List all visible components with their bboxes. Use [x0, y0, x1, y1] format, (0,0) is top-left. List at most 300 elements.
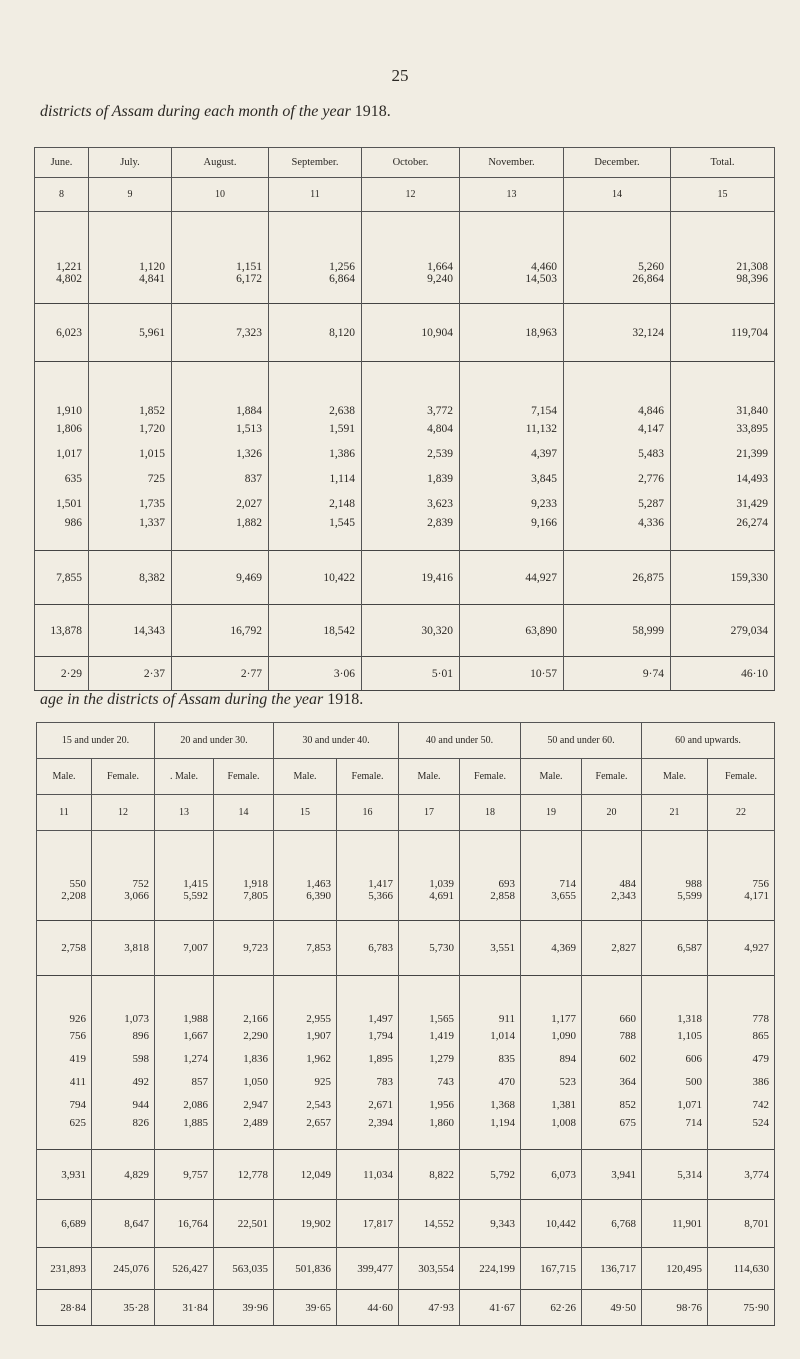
cell: 625: [37, 1117, 92, 1150]
cell: 1,194: [460, 1117, 521, 1150]
cell: 9,469: [172, 551, 269, 605]
table2-title-text: age in the districts of Assam during the year: [40, 691, 324, 708]
cell: 1,463: [274, 831, 337, 890]
cell: 2,543: [274, 1094, 337, 1117]
age-group-header-row: [37, 723, 775, 759]
page-number: 25: [391, 66, 409, 85]
cell: 2,827: [582, 921, 642, 976]
cell: 1,860: [399, 1117, 460, 1150]
cell: 3,845: [460, 467, 564, 492]
total-row: [35, 551, 775, 605]
cell: 470: [460, 1071, 521, 1094]
cell: 4,927: [708, 921, 775, 976]
cell: 4,846: [564, 362, 671, 417]
cell: 7,853: [274, 921, 337, 976]
cell: 675: [582, 1117, 642, 1150]
col-header: November.: [460, 148, 564, 178]
cell: 9,166: [460, 517, 564, 551]
cell: 2,539: [362, 442, 460, 467]
cell: 6,390: [274, 890, 337, 921]
cell: 1,014: [460, 1025, 521, 1048]
cell: 925: [274, 1071, 337, 1094]
cell: 756: [37, 1025, 92, 1048]
cell: 5,961: [89, 304, 172, 362]
cell: 1,105: [642, 1025, 708, 1048]
cell: 5,792: [460, 1150, 521, 1200]
cell: 39·65: [274, 1290, 337, 1326]
cell: 14,552: [399, 1200, 460, 1248]
cell: 1,256: [269, 212, 362, 273]
table-row: [35, 517, 775, 551]
cell: 501,836: [274, 1248, 337, 1290]
ratio-row: [35, 657, 775, 691]
total-row: [37, 921, 775, 976]
cell: 1,120: [89, 212, 172, 273]
col-number: 14: [214, 795, 274, 831]
cell: 756: [708, 831, 775, 890]
cell: 743: [399, 1071, 460, 1094]
col-number: 21: [642, 795, 708, 831]
cell: 2,839: [362, 517, 460, 551]
cell: 4,369: [521, 921, 582, 976]
cell: 31·84: [155, 1290, 214, 1326]
sub-header: Male.: [521, 759, 582, 795]
cell: 523: [521, 1071, 582, 1094]
cell: 10,422: [269, 551, 362, 605]
cell: 1,882: [172, 517, 269, 551]
col-header: July.: [89, 148, 172, 178]
cell: 8,382: [89, 551, 172, 605]
cell: 231,893: [37, 1248, 92, 1290]
cell: 12,049: [274, 1150, 337, 1200]
cell: 1,910: [35, 362, 89, 417]
cell: 1,015: [89, 442, 172, 467]
cell: 4,829: [92, 1150, 155, 1200]
cell: 6,783: [337, 921, 399, 976]
cell: 788: [582, 1025, 642, 1048]
cell: 3,941: [582, 1150, 642, 1200]
cell: 98,396: [671, 273, 775, 304]
cell: 11,901: [642, 1200, 708, 1248]
cell: 28·84: [37, 1290, 92, 1326]
col-number: 16: [337, 795, 399, 831]
cell: 1,318: [642, 976, 708, 1025]
cell: 1,417: [337, 831, 399, 890]
cell: 2,776: [564, 467, 671, 492]
column-number-row: [37, 795, 775, 831]
cell: 224,199: [460, 1248, 521, 1290]
cell: 7,007: [155, 921, 214, 976]
cell: 1,885: [155, 1117, 214, 1150]
col-number: 11: [37, 795, 92, 831]
cell: 98·76: [642, 1290, 708, 1326]
cell: 26,864: [564, 273, 671, 304]
col-number: 13: [155, 795, 214, 831]
cell: 8,647: [92, 1200, 155, 1248]
cell: 22,501: [214, 1200, 274, 1248]
total-row: [37, 1150, 775, 1200]
cell: 386: [708, 1071, 775, 1094]
cell: 835: [460, 1048, 521, 1071]
cell: 21,308: [671, 212, 775, 273]
cell: 30,320: [362, 605, 460, 657]
cell: 1,071: [642, 1094, 708, 1117]
cell: 6,768: [582, 1200, 642, 1248]
cell: 3,818: [92, 921, 155, 976]
cell: 18,542: [269, 605, 362, 657]
col-header: June.: [35, 148, 89, 178]
col-number: 14: [564, 178, 671, 212]
cell: 47·93: [399, 1290, 460, 1326]
cell: 2·37: [89, 657, 172, 691]
monthly-table: [34, 147, 775, 691]
cell: 1,039: [399, 831, 460, 890]
cell: 3,931: [37, 1150, 92, 1200]
cell: 5,483: [564, 442, 671, 467]
col-number: 10: [172, 178, 269, 212]
cell: 411: [37, 1071, 92, 1094]
cell: 5,599: [642, 890, 708, 921]
cell: 1,895: [337, 1048, 399, 1071]
cell: 58,999: [564, 605, 671, 657]
cell: 1,221: [35, 212, 89, 273]
col-header: September.: [269, 148, 362, 178]
cell: 17,817: [337, 1200, 399, 1248]
sub-header: Female.: [214, 759, 274, 795]
sub-header: Female.: [708, 759, 775, 795]
cell: 1,337: [89, 517, 172, 551]
table-row: [37, 1071, 775, 1094]
cell: 852: [582, 1094, 642, 1117]
cell: 1,513: [172, 417, 269, 442]
cell: 1,415: [155, 831, 214, 890]
cell: 602: [582, 1048, 642, 1071]
cell: 1,907: [274, 1025, 337, 1048]
cell: 5,287: [564, 492, 671, 517]
table2-title-year: 1918.: [327, 691, 364, 708]
table-row: [35, 273, 775, 304]
cell: 8,120: [269, 304, 362, 362]
cell: 10,904: [362, 304, 460, 362]
cell: 742: [708, 1094, 775, 1117]
cell: 31,840: [671, 362, 775, 417]
cell: 1,918: [214, 831, 274, 890]
cell: 479: [708, 1048, 775, 1071]
cell: 14,493: [671, 467, 775, 492]
cell: 3,655: [521, 890, 582, 921]
table-row: [35, 467, 775, 492]
cell: 837: [172, 467, 269, 492]
cell: 2,290: [214, 1025, 274, 1048]
cell: 9,723: [214, 921, 274, 976]
cell: 8,822: [399, 1150, 460, 1200]
cell: 75·90: [708, 1290, 775, 1326]
group-header: 30 and under 40.: [274, 723, 399, 759]
cell: 136,717: [582, 1248, 642, 1290]
cell: 3,774: [708, 1150, 775, 1200]
cell: 41·67: [460, 1290, 521, 1326]
cell: 2·77: [172, 657, 269, 691]
cell: 12,778: [214, 1150, 274, 1200]
cell: 714: [521, 831, 582, 890]
cell: 2,208: [37, 890, 92, 921]
cell: 7,855: [35, 551, 89, 605]
cell: 4,841: [89, 273, 172, 304]
cell: 783: [337, 1071, 399, 1094]
total-row: [35, 304, 775, 362]
cell: 3·06: [269, 657, 362, 691]
col-number: 17: [399, 795, 460, 831]
cell: 660: [582, 976, 642, 1025]
cell: 2,027: [172, 492, 269, 517]
cell: 120,495: [642, 1248, 708, 1290]
cell: 2,858: [460, 890, 521, 921]
cell: 9·74: [564, 657, 671, 691]
cell: 4,691: [399, 890, 460, 921]
cell: 725: [89, 467, 172, 492]
cell: 399,477: [337, 1248, 399, 1290]
cell: 1,368: [460, 1094, 521, 1117]
cell: 2,148: [269, 492, 362, 517]
cell: 1,836: [214, 1048, 274, 1071]
cell: 563,035: [214, 1248, 274, 1290]
cell: 1,114: [269, 467, 362, 492]
cell: 3,551: [460, 921, 521, 976]
col-number: 11: [269, 178, 362, 212]
cell: 4,171: [708, 890, 775, 921]
cell: 524: [708, 1117, 775, 1150]
cell: 2,638: [269, 362, 362, 417]
cell: 1,735: [89, 492, 172, 517]
cell: 1,008: [521, 1117, 582, 1150]
table1-title-year: 1918.: [354, 103, 391, 120]
cell: 500: [642, 1071, 708, 1094]
cell: 1,962: [274, 1048, 337, 1071]
cell: 1,988: [155, 976, 214, 1025]
cell: 419: [37, 1048, 92, 1071]
cell: 6,023: [35, 304, 89, 362]
table-row: [37, 1048, 775, 1071]
cell: 7,154: [460, 362, 564, 417]
cell: 6,689: [37, 1200, 92, 1248]
cell: 794: [37, 1094, 92, 1117]
cell: 1,806: [35, 417, 89, 442]
table-row: [37, 831, 775, 890]
table1-title-text: districts of Assam during each month of the year: [40, 103, 351, 120]
cell: 46·10: [671, 657, 775, 691]
cell: 492: [92, 1071, 155, 1094]
col-number: 20: [582, 795, 642, 831]
table-row: [35, 442, 775, 467]
cell: 1,501: [35, 492, 89, 517]
sub-header: Female.: [92, 759, 155, 795]
cell: 826: [92, 1117, 155, 1150]
cell: 2,947: [214, 1094, 274, 1117]
cell: 10·57: [460, 657, 564, 691]
cell: 1,884: [172, 362, 269, 417]
sub-header: Female.: [582, 759, 642, 795]
cell: 526,427: [155, 1248, 214, 1290]
cell: 944: [92, 1094, 155, 1117]
month-header-row: [35, 148, 775, 178]
cell: 5,366: [337, 890, 399, 921]
cell: 1,381: [521, 1094, 582, 1117]
group-header: 60 and upwards.: [642, 723, 775, 759]
cell: 484: [582, 831, 642, 890]
cell: 4,336: [564, 517, 671, 551]
cell: 5,260: [564, 212, 671, 273]
sub-header: Male.: [274, 759, 337, 795]
cell: 5·01: [362, 657, 460, 691]
cell: 7,323: [172, 304, 269, 362]
cell: 2,166: [214, 976, 274, 1025]
cell: 11,132: [460, 417, 564, 442]
col-header: December.: [564, 148, 671, 178]
cell: 714: [642, 1117, 708, 1150]
cell: 2,086: [155, 1094, 214, 1117]
cell: 7,805: [214, 890, 274, 921]
col-number: 22: [708, 795, 775, 831]
cell: 167,715: [521, 1248, 582, 1290]
cell: 32,124: [564, 304, 671, 362]
table-row: [37, 1094, 775, 1117]
cell: 2,955: [274, 976, 337, 1025]
population-row: [37, 1248, 775, 1290]
cell: 4,802: [35, 273, 89, 304]
sub-header: Male.: [37, 759, 92, 795]
cell: 6,587: [642, 921, 708, 976]
group-header: 15 and under 20.: [37, 723, 155, 759]
cell: 1,667: [155, 1025, 214, 1048]
group-header: 40 and under 50.: [399, 723, 521, 759]
cell: 635: [35, 467, 89, 492]
cell: 14,503: [460, 273, 564, 304]
cell: 1,274: [155, 1048, 214, 1071]
cell: 1,177: [521, 976, 582, 1025]
cell: 1,419: [399, 1025, 460, 1048]
cell: 6,864: [269, 273, 362, 304]
cell: 18,963: [460, 304, 564, 362]
cell: 11,034: [337, 1150, 399, 1200]
cell: 35·28: [92, 1290, 155, 1326]
cell: 1,956: [399, 1094, 460, 1117]
table-row: [37, 976, 775, 1025]
sub-header: Female.: [460, 759, 521, 795]
col-number: 13: [460, 178, 564, 212]
cell: 3,772: [362, 362, 460, 417]
cell: 1,497: [337, 976, 399, 1025]
col-header: August.: [172, 148, 269, 178]
cell: 49·50: [582, 1290, 642, 1326]
cell: 4,147: [564, 417, 671, 442]
group-header: 20 and under 30.: [155, 723, 274, 759]
cell: 26,274: [671, 517, 775, 551]
col-number: 19: [521, 795, 582, 831]
table-row: [35, 362, 775, 417]
cell: 26,875: [564, 551, 671, 605]
cell: 865: [708, 1025, 775, 1048]
sub-header: Male.: [399, 759, 460, 795]
cell: 1,545: [269, 517, 362, 551]
cell: 245,076: [92, 1248, 155, 1290]
age-table: [36, 722, 775, 1326]
table-row: [35, 212, 775, 273]
cell: 63,890: [460, 605, 564, 657]
table1-title: [40, 103, 391, 121]
cell: 279,034: [671, 605, 775, 657]
cell: 3,066: [92, 890, 155, 921]
col-number: 15: [671, 178, 775, 212]
cell: 119,704: [671, 304, 775, 362]
group-header: 50 and under 60.: [521, 723, 642, 759]
cell: 2,671: [337, 1094, 399, 1117]
cell: 9,240: [362, 273, 460, 304]
cell: 1,794: [337, 1025, 399, 1048]
table-row: [37, 890, 775, 921]
cell: 4,397: [460, 442, 564, 467]
cell: 2·29: [35, 657, 89, 691]
cell: 14,343: [89, 605, 172, 657]
col-number: 8: [35, 178, 89, 212]
cell: 16,792: [172, 605, 269, 657]
cell: 857: [155, 1071, 214, 1094]
table-row: [35, 492, 775, 517]
cell: 606: [642, 1048, 708, 1071]
cell: 1,386: [269, 442, 362, 467]
cell: 2,657: [274, 1117, 337, 1150]
cell: 21,399: [671, 442, 775, 467]
cell: 62·26: [521, 1290, 582, 1326]
grand-total-row: [35, 605, 775, 657]
cell: 5,314: [642, 1150, 708, 1200]
cell: 1,017: [35, 442, 89, 467]
cell: 1,050: [214, 1071, 274, 1094]
cell: 13,878: [35, 605, 89, 657]
cell: 9,757: [155, 1150, 214, 1200]
cell: 19,902: [274, 1200, 337, 1248]
cell: 1,326: [172, 442, 269, 467]
sub-header: . Male.: [155, 759, 214, 795]
cell: 1,852: [89, 362, 172, 417]
table2-title: [40, 691, 363, 709]
sub-header: Female.: [337, 759, 399, 795]
cell: 364: [582, 1071, 642, 1094]
cell: 44·60: [337, 1290, 399, 1326]
cell: 1,090: [521, 1025, 582, 1048]
cell: 4,460: [460, 212, 564, 273]
cell: 1,591: [269, 417, 362, 442]
cell: 5,730: [399, 921, 460, 976]
cell: 19,416: [362, 551, 460, 605]
col-number: 18: [460, 795, 521, 831]
table-row: [37, 1025, 775, 1048]
cell: 894: [521, 1048, 582, 1071]
cell: 2,489: [214, 1117, 274, 1150]
cell: 1,664: [362, 212, 460, 273]
cell: 5,592: [155, 890, 214, 921]
cell: 6,172: [172, 273, 269, 304]
cell: 16,764: [155, 1200, 214, 1248]
cell: 39·96: [214, 1290, 274, 1326]
cell: 2,758: [37, 921, 92, 976]
total-row: [37, 1200, 775, 1248]
cell: 9,343: [460, 1200, 521, 1248]
cell: 2,343: [582, 890, 642, 921]
col-number: 12: [362, 178, 460, 212]
cell: 4,804: [362, 417, 460, 442]
ratio-row: [37, 1290, 775, 1326]
cell: 1,720: [89, 417, 172, 442]
